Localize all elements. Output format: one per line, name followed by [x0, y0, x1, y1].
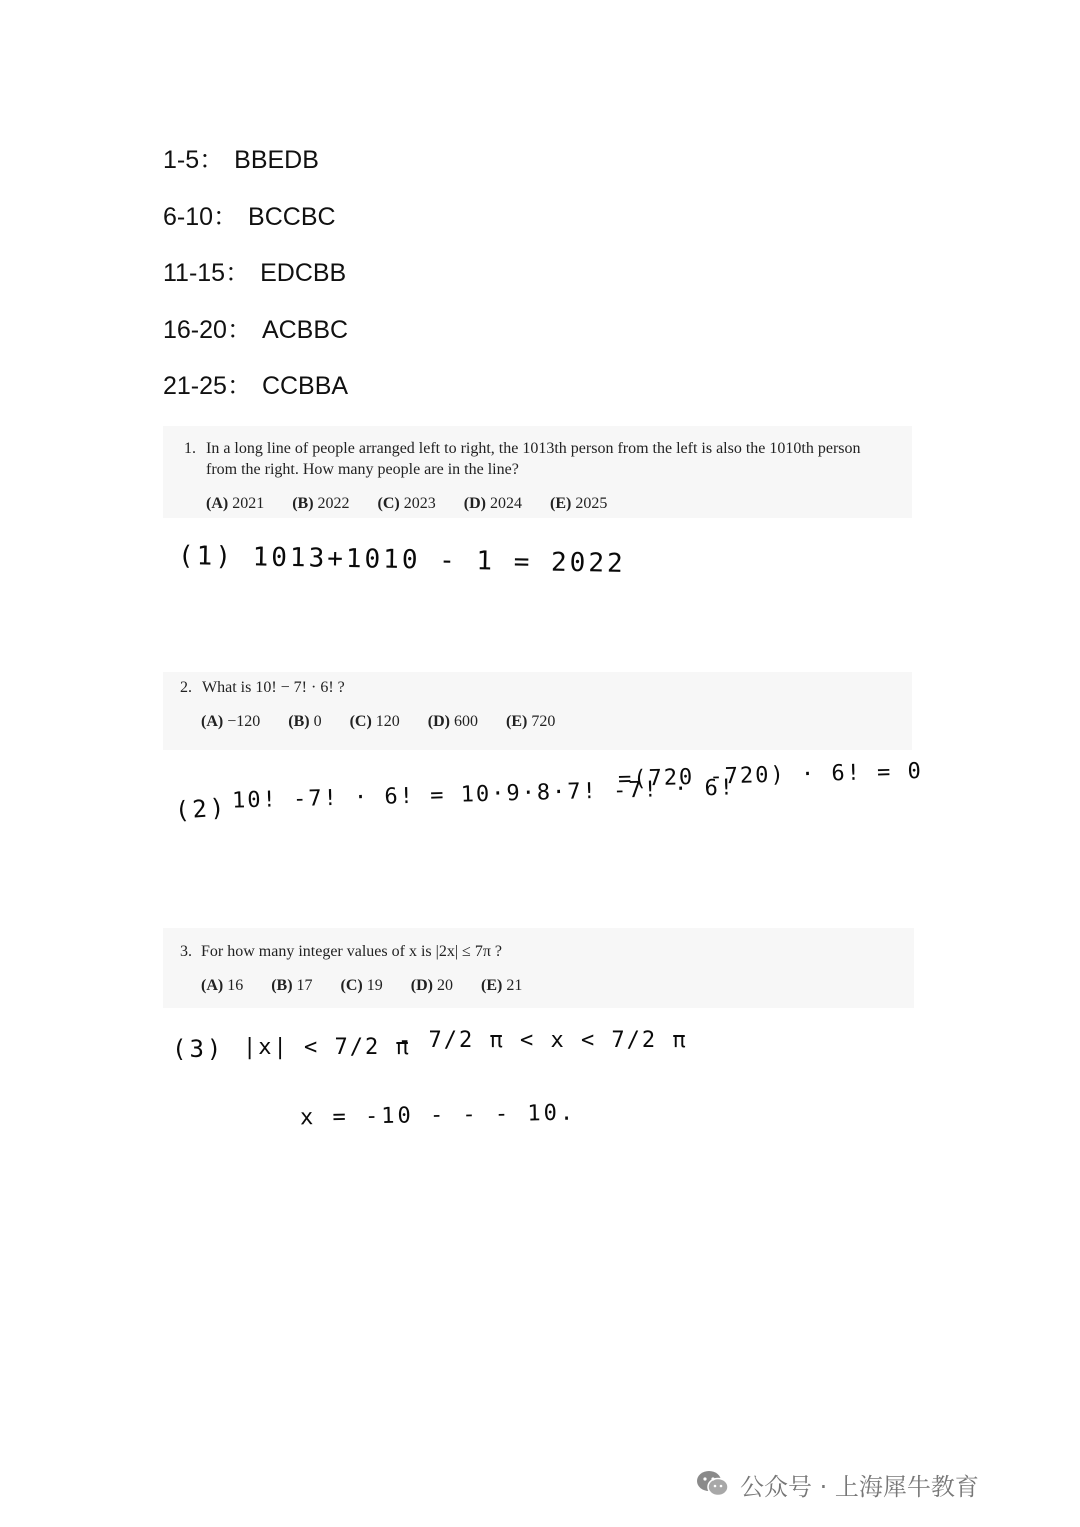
choice-label: (E) [480, 977, 503, 994]
handwritten-solution-1: (1) 1013+1010 - 1 = 2022 [177, 541, 626, 579]
answer-key-row [163, 312, 763, 369]
handwritten-solution-3a: |x| < 7/2 π [243, 1035, 411, 1060]
answer-key-row [163, 142, 763, 199]
answer-choices [206, 493, 631, 514]
choice-value: 2021 [232, 495, 265, 512]
choice-label: (B) [271, 977, 293, 994]
choice-value: 2024 [489, 495, 522, 512]
problem-stem-line2: from the right. How many people are in the line? [206, 461, 519, 478]
problem-2 [163, 672, 912, 750]
choice-value: 19 [366, 977, 383, 994]
problem-3 [163, 928, 914, 1008]
handwritten-label-2: (2) [174, 793, 229, 825]
choice-b [292, 493, 349, 514]
handwritten-solution-2a: 10! -7! · 6! = 10·9·8·7! -7! · 6! [231, 775, 736, 814]
choice-label: (D) [410, 977, 433, 994]
watermark [696, 1464, 979, 1504]
choice-label: (A) [201, 977, 224, 994]
choice-a [201, 975, 243, 996]
answer-letters: ACBBC [261, 315, 349, 344]
wechat-icon [696, 1469, 730, 1499]
choice-value: 21 [506, 977, 523, 994]
choice-label: (B) [292, 495, 314, 512]
choice-a [201, 711, 260, 732]
choice-label: (E) [506, 713, 528, 730]
problem-stem-line1: In a long line of people arranged left to right, the 1013th person from the left is also the 1010th person [206, 440, 861, 457]
problem-1 [163, 426, 912, 518]
handwritten-solution-3b: - 7/2 π < x < 7/2 π [398, 1028, 688, 1053]
choice-value: 20 [436, 977, 453, 994]
handwritten-solution-2b: =(720 -720) · 6! = 0 [617, 759, 924, 792]
choice-e [550, 493, 607, 514]
choice-label: (D) [463, 495, 486, 512]
choice-value: 17 [296, 977, 313, 994]
answer-range: 6-10： [163, 202, 239, 231]
answer-key-row [163, 199, 763, 256]
choice-value: 600 [454, 713, 479, 730]
handwritten-label-3: (3) [172, 1035, 225, 1063]
answer-range: 1-5： [163, 146, 225, 174]
choice-label: (C) [340, 977, 363, 994]
problem-number: 3. [180, 943, 192, 960]
choice-label: (E) [549, 495, 572, 512]
answer-range: 21-25： [163, 372, 252, 400]
choice-label: (C) [377, 495, 400, 512]
choice-label: (C) [349, 713, 372, 730]
watermark-text: 公众号 · 上海犀牛教育 [740, 1472, 979, 1501]
choice-value: 120 [375, 713, 400, 730]
choice-label: (D) [427, 713, 451, 730]
choice-label: (A) [201, 713, 224, 730]
choice-value: 2025 [575, 495, 608, 512]
problem-number: 2. [180, 679, 192, 696]
choice-b [288, 711, 321, 732]
choice-d [464, 493, 522, 514]
answer-letters: BCCBC [248, 202, 336, 231]
choice-d [411, 975, 453, 996]
problem-stem-line1: What is 10! − 7! · 6! ? [202, 679, 345, 696]
problem-stem-line1: For how many integer values of x is |2x| ≤ 7π ? [201, 943, 502, 960]
answer-range: 11-15： [163, 259, 251, 287]
choice-value: 0 [313, 713, 322, 730]
answer-letters: CCBBA [261, 372, 349, 400]
choice-c [341, 975, 383, 996]
choice-value: 2023 [403, 495, 436, 512]
answer-key-row [163, 255, 763, 312]
answer-letters: EDCBB [260, 259, 347, 287]
choice-b [271, 975, 312, 996]
problem-number: 1. [184, 440, 196, 457]
choice-value: 720 [531, 713, 556, 730]
answer-letters: BBEDB [234, 146, 319, 174]
answer-choices [201, 975, 546, 996]
choice-e [506, 711, 555, 732]
answer-key [163, 142, 763, 425]
choice-e [481, 975, 522, 996]
choice-value: 2022 [317, 495, 350, 512]
choice-label: (B) [288, 713, 310, 730]
choice-value: −120 [227, 713, 261, 730]
answer-range: 16-20： [163, 315, 252, 344]
choice-a [206, 493, 264, 514]
choice-d [428, 711, 478, 732]
choice-c [378, 493, 436, 514]
answer-key-row [163, 368, 763, 425]
choice-c [350, 711, 400, 732]
choice-value: 16 [227, 977, 244, 994]
answer-choices [201, 711, 579, 732]
choice-label: (A) [206, 495, 229, 512]
handwritten-solution-3c: x = -10 - - - 10. [299, 1100, 577, 1131]
